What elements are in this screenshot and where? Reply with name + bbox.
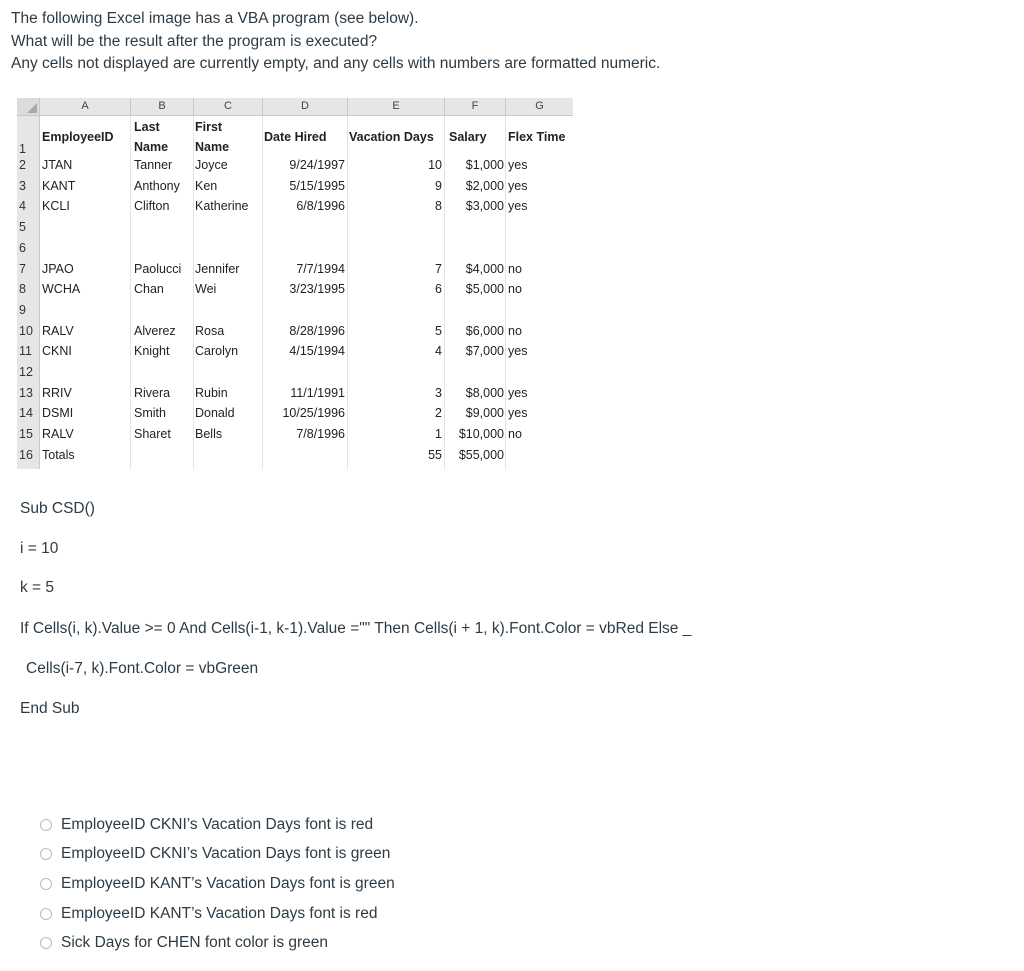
table-cell-c: Rosa xyxy=(195,323,225,338)
code-line-else: Cells(i-7, k).Font.Color = vbGreen xyxy=(26,660,259,677)
table-cell-a: RRIV xyxy=(42,385,72,400)
row-number: 11 xyxy=(19,344,32,359)
header-employeeid: EmployeeID xyxy=(42,130,114,144)
code-line-k: k = 5 xyxy=(20,579,55,596)
question-line-2: What will be the result after the program is executed? xyxy=(11,32,378,50)
table-cell-c: Katherine xyxy=(195,199,249,214)
table-cell-a: CKNI xyxy=(42,344,72,359)
table-cell-b: Sharet xyxy=(134,427,171,442)
spreadsheet-image xyxy=(17,98,573,469)
table-cell-f: $5,000 xyxy=(465,282,504,297)
table-cell-e: 8 xyxy=(435,199,442,214)
table-cell-c: Wei xyxy=(195,282,217,297)
table-cell-g: no xyxy=(508,323,522,338)
table-cell-b: Smith xyxy=(134,406,166,421)
row-number: 13 xyxy=(19,385,33,400)
table-cell-f: $3,000 xyxy=(465,199,504,214)
table-cell-f: $4,000 xyxy=(465,261,504,276)
gridline xyxy=(193,116,194,469)
table-cell-b: Knight xyxy=(134,344,170,359)
table-cell-d: 5/15/1995 xyxy=(289,178,345,193)
header-flex-time: Flex Time xyxy=(508,130,566,144)
table-cell-g: yes xyxy=(508,385,528,400)
column-header-a: A xyxy=(40,98,131,115)
row-number: 2 xyxy=(19,158,26,172)
header-last-name-line2: Name xyxy=(134,140,169,154)
table-cell-c: Rubin xyxy=(195,385,228,400)
table-cell-a: RALV xyxy=(42,427,74,442)
table-cell-a: WCHA xyxy=(42,282,81,297)
table-cell-c: Carolyn xyxy=(195,344,239,359)
row-number: 14 xyxy=(19,406,33,421)
row-number: 15 xyxy=(19,427,33,442)
code-line-sub: Sub CSD() xyxy=(20,500,95,517)
table-cell-a: JPAO xyxy=(42,261,74,276)
table-cell-c: Bells xyxy=(195,427,223,442)
code-line-i: i = 10 xyxy=(20,540,59,557)
row-number: 6 xyxy=(19,240,26,255)
table-cell-f: $55,000 xyxy=(458,447,504,462)
table-cell-a: RALV xyxy=(42,323,74,338)
table-cell-e: 10 xyxy=(428,158,442,172)
header-vacation-days: Vacation Days xyxy=(349,130,434,144)
table-cell-e: 55 xyxy=(428,447,442,462)
header-first-name-line1: First xyxy=(195,120,223,134)
table-cell-d: 6/8/1996 xyxy=(296,199,345,214)
table-cell-f: $2,000 xyxy=(465,178,504,193)
table-cell-a: KCLI xyxy=(42,199,70,214)
table-cell-g: yes xyxy=(508,158,528,172)
table-cell-f: $7,000 xyxy=(465,344,504,359)
table-cell-e: 5 xyxy=(435,323,442,338)
radio-button-icon[interactable] xyxy=(40,878,52,890)
option-label: Sick Days for CHEN font color is green xyxy=(61,934,329,952)
header-date-hired: Date Hired xyxy=(264,130,327,144)
table-cell-e: 2 xyxy=(435,406,442,421)
row-number: 1 xyxy=(19,142,26,156)
option-chen-green[interactable] xyxy=(40,928,395,958)
option-label: EmployeeID KANT’s Vacation Days font is green xyxy=(61,874,395,892)
column-header-c: C xyxy=(194,98,263,115)
table-cell-b: Rivera xyxy=(134,385,171,400)
table-cell-e: 6 xyxy=(435,282,442,297)
radio-button-icon[interactable] xyxy=(40,819,52,831)
table-cell-b: Paolucci xyxy=(134,261,182,276)
row-number: 3 xyxy=(19,178,26,193)
header-first-name-line2: Name xyxy=(195,140,230,154)
row-number: 12 xyxy=(19,365,33,379)
table-cell-b: Chan xyxy=(134,282,164,297)
table-cell-f: $10,000 xyxy=(458,427,504,442)
row-number: 5 xyxy=(19,220,26,235)
table-cell-e: 3 xyxy=(435,385,442,400)
table-cell-e: 9 xyxy=(435,178,442,193)
table-cell-d: 10/25/1996 xyxy=(282,406,345,421)
table-cell-e: 7 xyxy=(435,261,442,276)
table-cell-d: 7/8/1996 xyxy=(296,427,345,442)
question-line-1: The following Excel image has a VBA program (see below). xyxy=(11,10,419,27)
table-cell-c: Donald xyxy=(195,406,235,421)
table-cell-c: Ken xyxy=(195,178,218,193)
table-cell-a: Totals xyxy=(42,447,75,462)
gridline xyxy=(505,116,506,469)
radio-button-icon[interactable] xyxy=(40,908,52,920)
option-ckni-red[interactable] xyxy=(40,810,395,840)
question-text xyxy=(11,8,660,76)
table-cell-f: $9,000 xyxy=(465,406,504,421)
table-cell-b: Clifton xyxy=(134,199,170,214)
table-cell-a: JTAN xyxy=(42,158,73,172)
row-number: 9 xyxy=(19,302,26,317)
row-number: 8 xyxy=(19,282,26,297)
select-all-corner xyxy=(17,98,40,115)
column-header-d: D xyxy=(263,98,348,115)
table-cell-g: no xyxy=(508,261,522,276)
table-cell-d: 11/1/1991 xyxy=(290,385,345,400)
option-ckni-green[interactable] xyxy=(40,840,395,870)
column-header-g: G xyxy=(535,100,544,112)
header-salary: Salary xyxy=(449,130,487,144)
table-cell-g: yes xyxy=(508,199,528,214)
table-cell-e: 1 xyxy=(435,427,442,442)
table-cell-a: KANT xyxy=(42,178,76,193)
table-cell-d: 7/7/1994 xyxy=(296,261,345,276)
table-cell-b: Alverez xyxy=(134,323,176,338)
table-cell-a: DSMI xyxy=(42,406,74,421)
option-kant-green[interactable] xyxy=(40,869,395,899)
table-cell-c: Joyce xyxy=(195,158,228,172)
table-cell-d: 3/23/1995 xyxy=(289,282,345,297)
row-number: 16 xyxy=(19,447,33,462)
code-line-if: If Cells(i, k).Value >= 0 And Cells(i-1, k-1).Value ="" Then Cells(i + 1, k).Font.Color = vbRed Else _ xyxy=(20,620,692,637)
answer-options xyxy=(40,810,395,958)
option-label: EmployeeID KANT’s Vacation Days font is red xyxy=(61,904,378,922)
gridline xyxy=(130,116,131,469)
row-number: 4 xyxy=(19,199,26,214)
table-cell-d: 4/15/1994 xyxy=(289,344,345,359)
radio-button-icon[interactable] xyxy=(40,937,52,949)
table-cell-b: Tanner xyxy=(134,158,173,172)
row-number: 7 xyxy=(19,261,26,276)
table-cell-b: Anthony xyxy=(134,178,180,193)
table-cell-e: 4 xyxy=(435,344,442,359)
option-kant-red[interactable] xyxy=(40,899,395,929)
column-header-f: F xyxy=(445,98,506,115)
option-label: EmployeeID CKNI’s Vacation Days font is green xyxy=(61,845,391,863)
table-cell-g: no xyxy=(508,427,522,442)
table-cell-d: 8/28/1996 xyxy=(289,323,345,338)
code-line-end: End Sub xyxy=(20,700,80,717)
option-label: EmployeeID CKNI’s Vacation Days font is red xyxy=(61,815,374,833)
question-line-3: Any cells not displayed are currently empty, and any cells with numbers are formatted numeric. xyxy=(11,55,661,72)
table-cell-f: $6,000 xyxy=(465,323,504,338)
table-cell-g: yes xyxy=(508,344,528,359)
table-cell-d: 9/24/1997 xyxy=(289,158,345,172)
column-header-b: B xyxy=(131,98,194,115)
table-cell-f: $1,000 xyxy=(465,158,504,172)
header-last-name-line1: Last xyxy=(134,120,160,134)
table-cell-g: no xyxy=(508,282,522,297)
radio-button-icon[interactable] xyxy=(40,848,52,860)
table-cell-g: yes xyxy=(508,406,528,421)
row-number: 10 xyxy=(19,323,33,338)
table-cell-c: Jennifer xyxy=(195,261,240,276)
table-cell-f: $8,000 xyxy=(465,385,504,400)
column-header-e: E xyxy=(348,98,445,115)
table-cell-g: yes xyxy=(508,178,528,193)
